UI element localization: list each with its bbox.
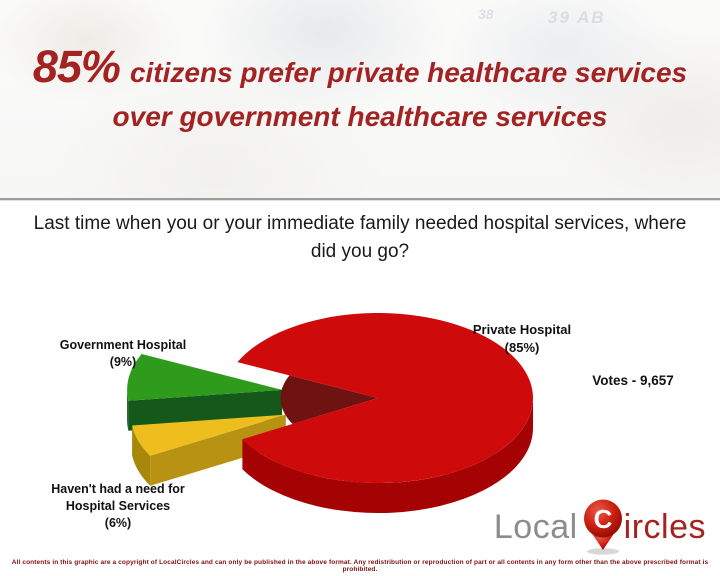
label-no-need-line2: Hospital Services	[65, 498, 171, 513]
logo-pin-letter: C	[593, 504, 613, 534]
copyright-disclaimer: All contents in this graphic are a copyright of LocalCircles and can only be published in the above format. Any redistribution or reproduction of part or all contents in any form other than the above prescribed format is prohibited.	[11, 559, 709, 573]
background-ward-sign: 39 AB	[548, 8, 606, 27]
logo-pin-icon	[580, 498, 626, 556]
votes-count: Votes - 9,657	[592, 373, 674, 388]
logo-text-ircles: ircles	[623, 507, 706, 546]
label-no-need-pct: (6%)	[104, 515, 132, 530]
poll-question: Last time when you or your immediate family needed hospital services, where did you go?	[33, 213, 687, 262]
label-no-need	[28, 481, 208, 532]
logo-text-local: Local	[493, 507, 578, 546]
headline-stat: 85%	[32, 41, 120, 92]
headline-line2: over government healthcare services	[112, 101, 608, 132]
label-government-text: Government Hospital	[59, 338, 187, 352]
label-private-text: Private Hospital	[472, 322, 572, 337]
label-private-hospital	[452, 321, 592, 356]
label-no-need-line1: Haven't had a need for	[51, 482, 185, 496]
localcircles-logo	[494, 498, 706, 556]
label-government-pct: (9%)	[109, 354, 137, 369]
label-government-hospital	[38, 337, 208, 371]
label-private-pct: (85%)	[504, 339, 540, 355]
headline-text: citizens prefer private healthcare services	[129, 57, 688, 88]
background-ward-sign-2: 38	[478, 6, 494, 22]
